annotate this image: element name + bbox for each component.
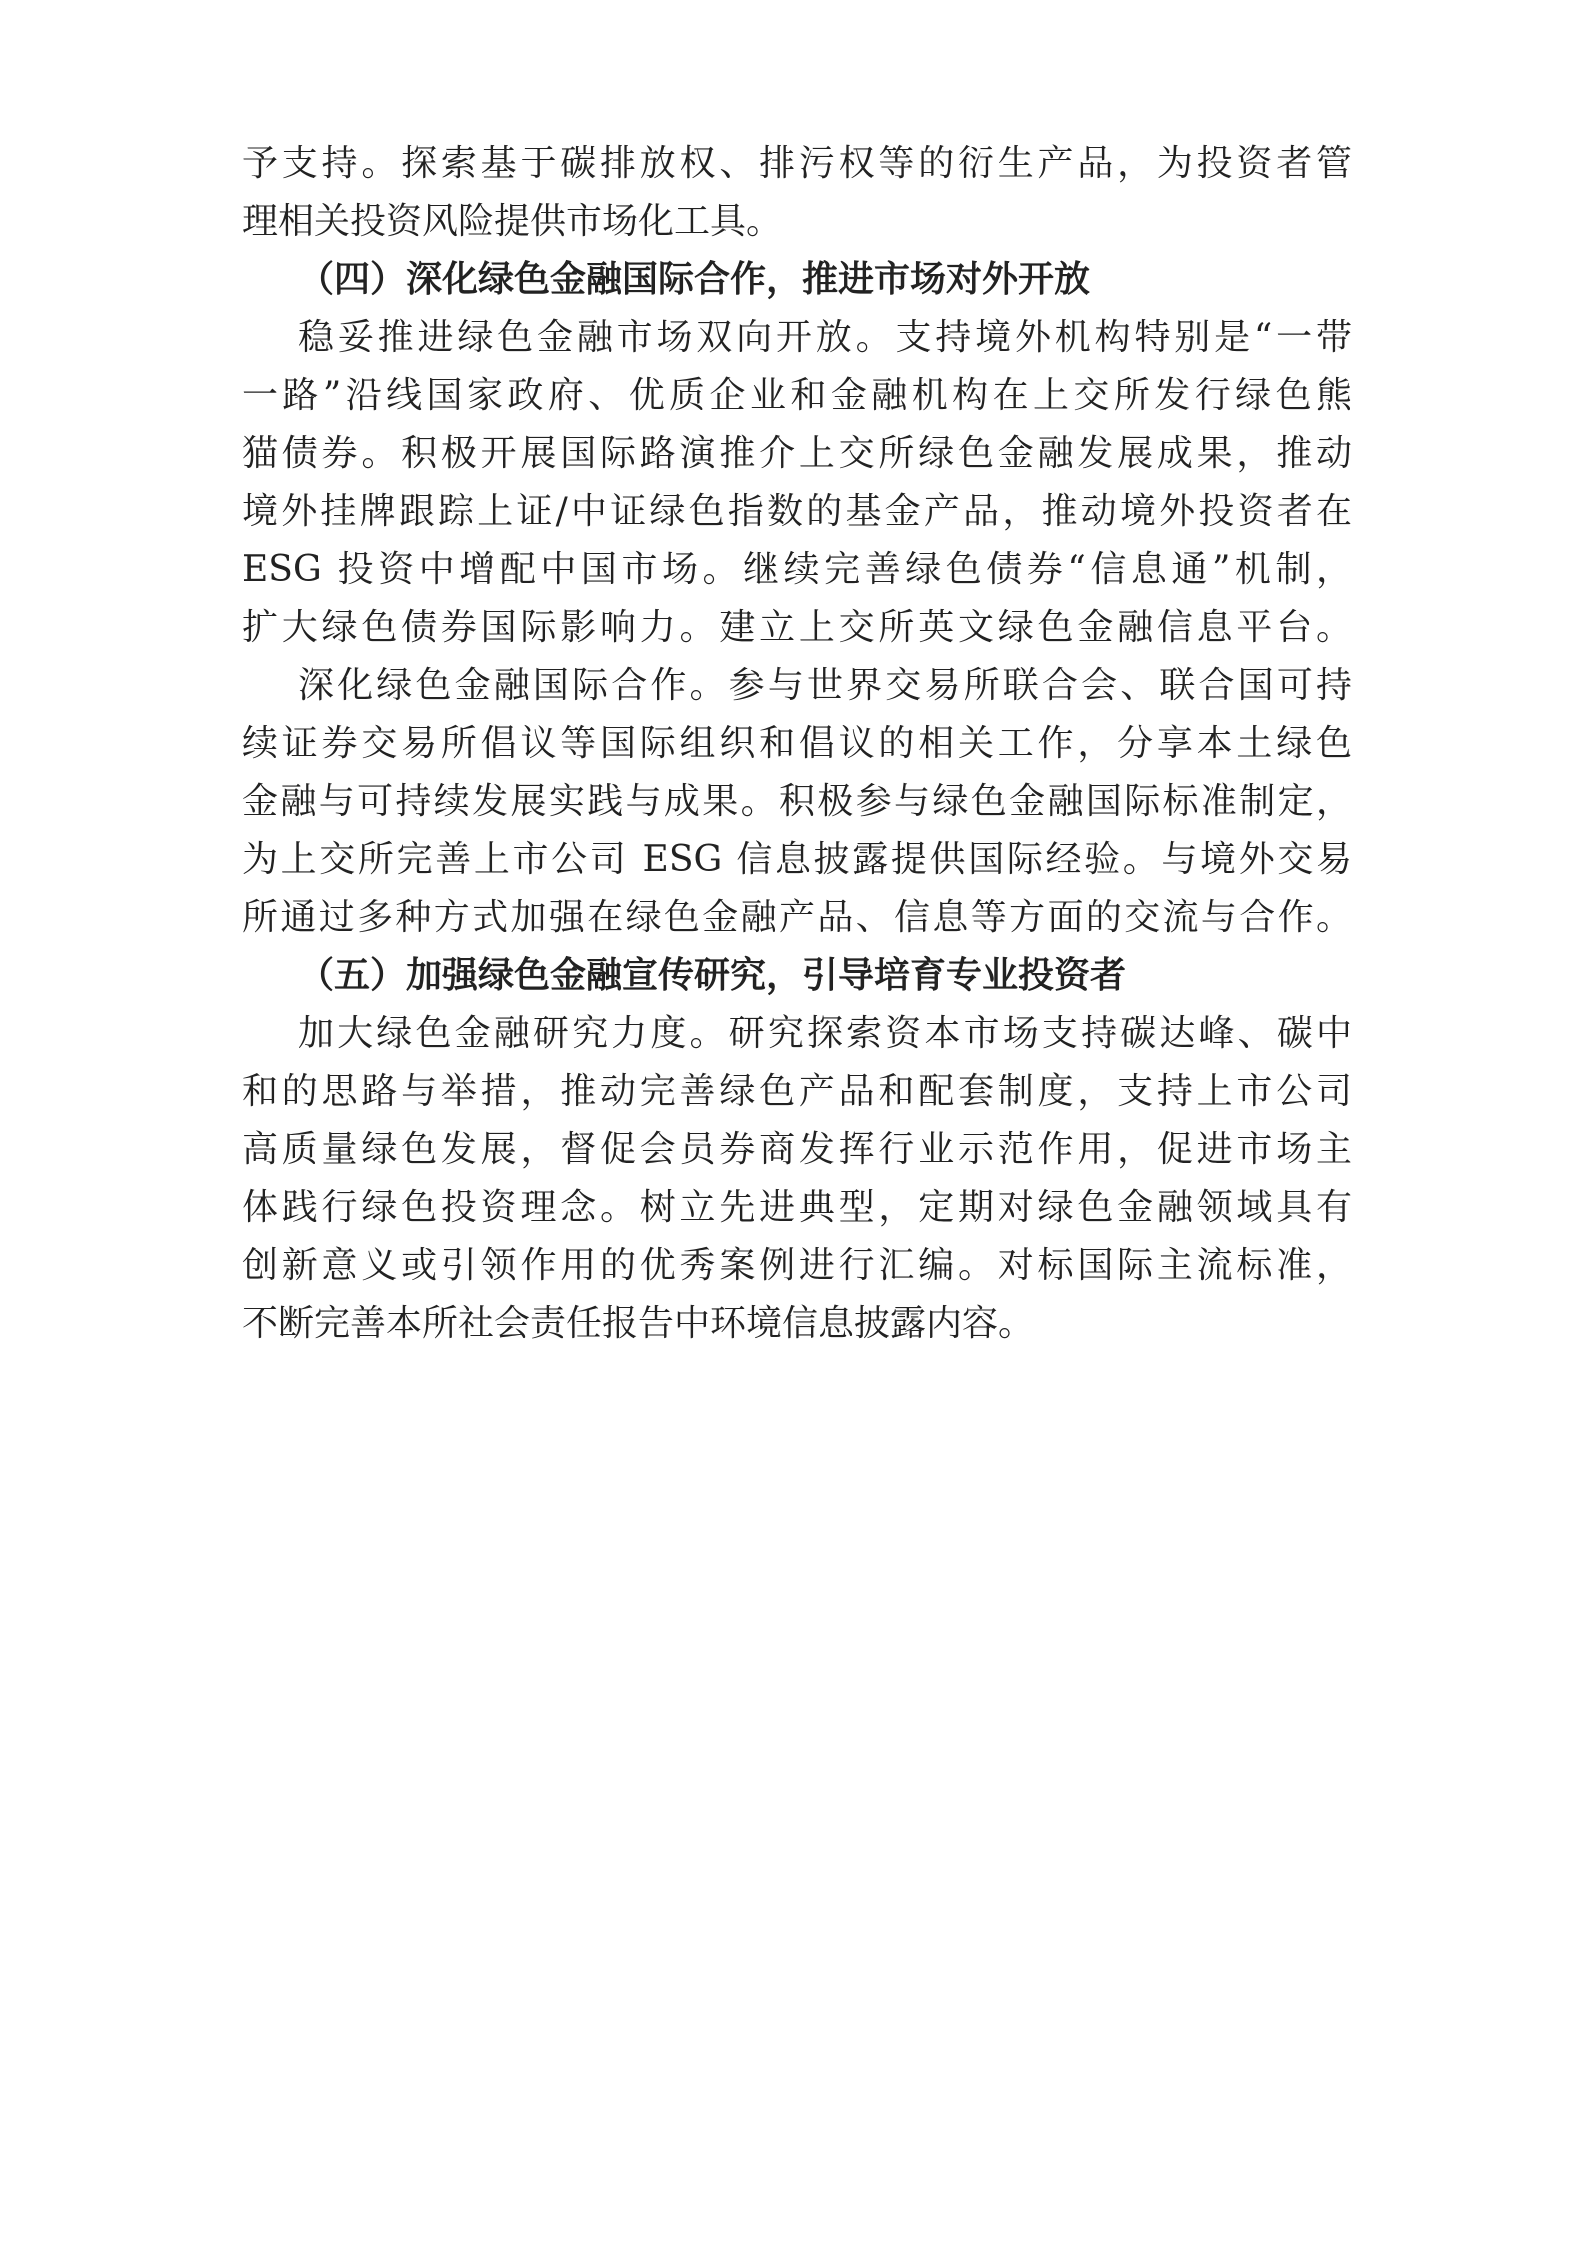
paragraph-line: 体践行绿色投资理念。树立先进典型，定期对绿色金融领域具有 — [242, 1187, 1352, 1228]
paragraph-line: 一路”沿线国家政府、优质企业和金融机构在上交所发行绿色熊 — [242, 375, 1352, 416]
paragraph-line: 加大绿色金融研究力度。研究探索资本市场支持碳达峰、碳中 — [298, 1013, 1352, 1054]
paragraph-line: 创新意义或引领作用的优秀案例进行汇编。对标国际主流标准， — [242, 1245, 1352, 1286]
paragraph-line: 猫债券。积极开展国际路演推介上交所绿色金融发展成果，推动 — [242, 433, 1352, 474]
paragraph-line: 境外挂牌跟踪上证/中证绿色指数的基金产品，推动境外投资者在 — [242, 491, 1352, 532]
paragraph-line: 和的思路与举措，推动完善绿色产品和配套制度，支持上市公司 — [242, 1071, 1352, 1112]
paragraph-line: 不断完善本所社会责任报告中环境信息披露内容。 — [242, 1303, 1035, 1344]
paragraph-line: 扩大绿色债券国际影响力。建立上交所英文绿色金融信息平台。 — [242, 607, 1352, 648]
paragraph-line: 所通过多种方式加强在绿色金融产品、信息等方面的交流与合作。 — [242, 897, 1352, 938]
paragraph-line: 高质量绿色发展，督促会员券商发挥行业示范作用，促进市场主 — [242, 1129, 1352, 1170]
paragraph-line: 深化绿色金融国际合作。参与世界交易所联合会、联合国可持 — [298, 665, 1352, 706]
paragraph-line: ESG 投资中增配中国市场。继续完善绿色债券“信息通”机制， — [242, 549, 1352, 590]
paragraph-line: 续证券交易所倡议等国际组织和倡议的相关工作，分享本土绿色 — [242, 723, 1352, 764]
paragraph-line: 予支持。探索基于碳排放权、排污权等的衍生产品，为投资者管 — [242, 143, 1352, 184]
paragraph-line: 理相关投资风险提供市场化工具。 — [242, 201, 783, 242]
section-heading-4: （四）深化绿色金融国际合作，推进市场对外开放 — [298, 259, 1091, 300]
paragraph-line: 为上交所完善上市公司 ESG 信息披露提供国际经验。与境外交易 — [242, 839, 1352, 880]
paragraph-line: 稳妥推进绿色金融市场双向开放。支持境外机构特别是“一带 — [298, 317, 1352, 358]
section-heading-5: （五）加强绿色金融宣传研究，引导培育专业投资者 — [298, 955, 1127, 996]
paragraph-line: 金融与可持续发展实践与成果。积极参与绿色金融国际标准制定， — [242, 781, 1352, 822]
